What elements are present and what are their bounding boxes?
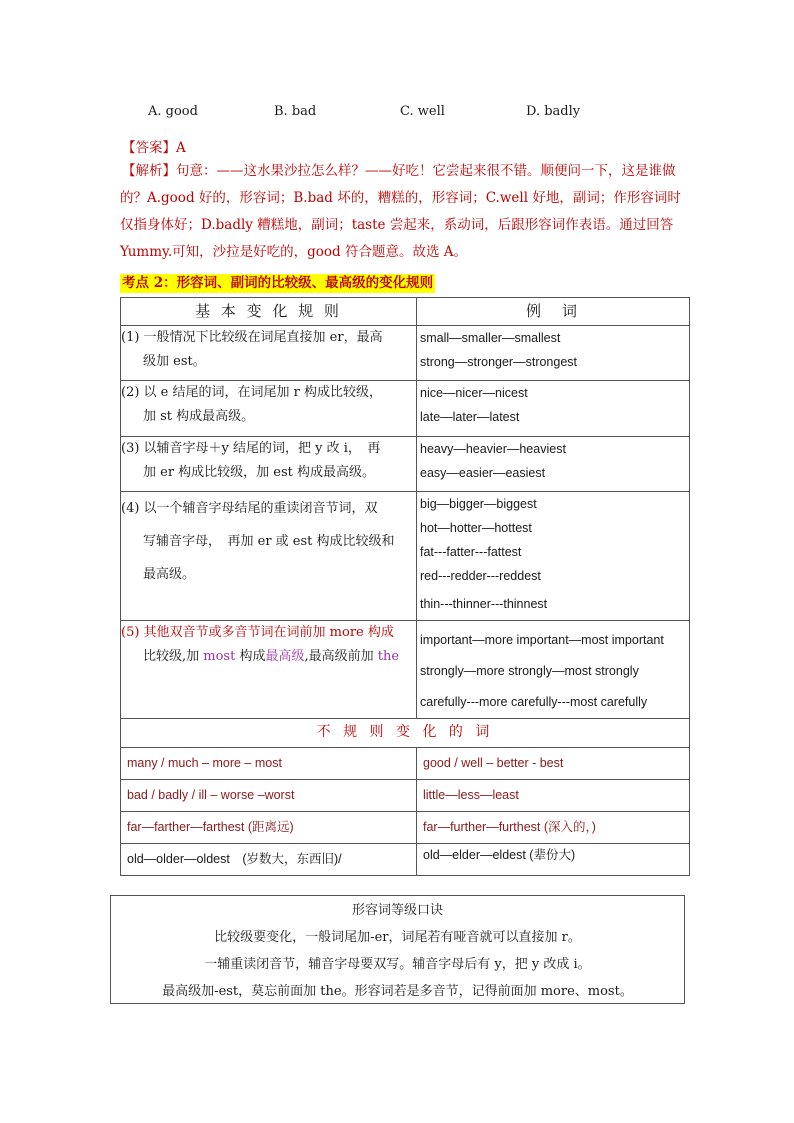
example-cell [417,621,690,719]
irregular-cell: old—older—oldest (岁数大，东西旧)/ [121,844,417,876]
table-row [121,844,690,876]
example-line: small—smaller—smallest [420,331,561,345]
rule-text-line: 级加 est。 [143,354,206,369]
rule-text-line: 写辅音字母， 再加 er 或 est 构成比较级和 [143,534,395,549]
example-line: strong—stronger—strongest [420,355,578,369]
example-line: important—more important—most important [420,633,664,647]
irregular-cell: many / much – more – most [121,748,417,780]
mnemonic-title: 形容词等级口诀 [351,903,443,918]
header-example: 例 词 [417,298,690,326]
example-cell [417,492,690,621]
example-line: heavy—heavier—heaviest [420,442,566,456]
irregular-header: 不 规 则 变 化 的 词 [121,719,690,748]
irregular-cell: far—further—furthest (深入的，) [417,812,690,844]
analysis-paragraph [120,158,688,266]
irregular-header-row [121,719,690,748]
header-rule: 基 本 变 化 规 则 [121,298,417,326]
example-cell [417,381,690,437]
irregular-cell: old—elder—eldest (辈份大) [417,844,690,876]
option-d: D. badly [526,104,581,119]
table-header-row [121,298,690,326]
mnemonic-line: 比较级要变化，一般词尾加-er，词尾若有哑音就可以直接加 r。 [214,930,581,945]
analysis-tag: 【解析】 [122,163,176,179]
table-row [121,381,690,437]
example-cell [417,437,690,492]
irregular-cell: far—farther—farthest (距离远) [121,812,417,844]
mnemonic-box [110,895,685,1004]
rule-text-line: (5) 其他双音节或多音节词在词前加 more 构成 [121,625,394,640]
mnemonic-line: 最高级加-est，莫忘前面加 the。形容词若是多音节，记得前面加 more、most。 [162,984,633,999]
answer-options [148,104,708,122]
rule-cell [121,326,417,381]
section-title: 考点 2：形容词、副词的比较级、最高级的变化规则 [122,275,434,291]
rule-text-line: (3) 以辅音字母＋y 结尾的词，把 y 改 i， 再 [121,441,381,456]
rule-text-line: 比较级,加 most 构成最高级,最高级前加 the [143,649,400,664]
example-line: strongly—more strongly—most strongly [420,664,639,678]
rule-text-line: (1) 一般情况下比较级在词尾直接加 er，最高 [121,330,383,345]
rule-cell [121,621,417,719]
example-line: hot—hotter—hottest [420,521,532,535]
rule-text-line: 加 st 构成最高级。 [143,409,255,424]
table-row [121,780,690,812]
example-line: nice—nicer—nicest [420,386,528,400]
analysis-text: 句意：——这水果沙拉怎么样？——好吃！它尝起来很不错。顺便问一下，这是谁做的？A.good 好的，形容词；B.bad 坏的，糟糕的，形容词；C.well 好地，副词；作形容词时仅指身体好；D.badly 糟糕地，副词；taste 尝起来，系动词，后跟形容词作表语。通过回答 Yummy.可知，沙拉是好吃的，good 符合题意。故选 A。 [120,163,681,260]
example-line: easy—easier—easiest [420,466,546,480]
table-row [121,326,690,381]
table-row [121,437,690,492]
example-cell [417,326,690,381]
table-row [121,812,690,844]
comparison-rules-table [120,297,690,876]
answer-line: 【答案】A [122,140,186,156]
rule-cell [121,381,417,437]
option-c: C. well [400,104,445,119]
table-row [121,748,690,780]
mnemonic-line: 一辅重读闭音节，辅音字母要双写。辅音字母后有 y，把 y 改成 i。 [204,957,591,972]
option-b: B. bad [274,104,317,119]
example-line: thin---thinner---thinnest [420,597,548,611]
table-row [121,492,690,621]
rule-cell [121,492,417,621]
rule-text-line: (4) 以一个辅音字母结尾的重读闭音节词，双 [121,501,378,516]
option-a: A. good [148,104,198,119]
example-line: red---redder---reddest [420,569,541,583]
example-line: carefully---more carefully---most carefully [420,695,648,709]
irregular-cell: bad / badly / ill – worse –worst [121,780,417,812]
rule-cell [121,437,417,492]
example-line: fat---fatter---fattest [420,545,522,559]
example-line: late—later—latest [420,410,520,424]
table-row [121,621,690,719]
irregular-cell: good / well – better - best [417,748,690,780]
example-line: big—bigger—biggest [420,497,537,511]
irregular-cell: little—less—least [417,780,690,812]
rule-text-line: 最高级。 [143,567,196,582]
rule-text-line: (2) 以 e 结尾的词，在词尾加 r 构成比较级， [121,385,382,400]
rule-text-line: 加 er 构成比较级，加 est 构成最高级。 [143,465,376,480]
